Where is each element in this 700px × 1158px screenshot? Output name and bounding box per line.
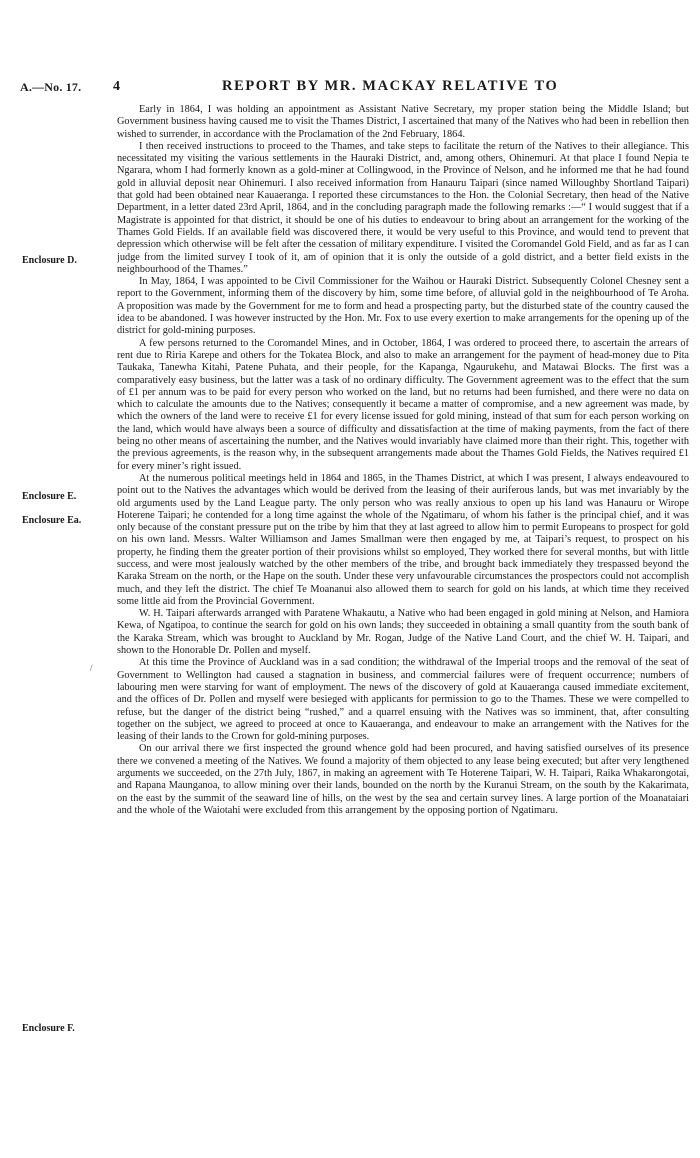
report-body	[117, 104, 689, 1154]
paragraph: At this time the Province of Auckland was in a sad condition; the withdrawal of the Imperial troops and the removal of the seat of Government to Wellington had caused a stagnation in business, and commercial failures were of frequent occurrence; numbers of labouring men were starving for want of employment. The news of the discovery of gold at Kauaeranga caused immediate excitement, and the offices of Dr. Pollen and myself were besieged with applicants for permission to go to the Thames. These we were compelled to refuse, but the danger of the district being “rushed,” and a quarrel ensuing with the Natives was so imminent, that, after consulting together on the subject, we agreed to proceed at once to Kauaeranga, and endeavour to make an arrangement with the Natives for the leasing of their lands to the Crown for gold-mining purposes.	[117, 657, 689, 743]
margin-note-enclosure-f: Enclosure F.	[22, 1023, 75, 1034]
paragraph: Early in 1864, I was holding an appointment as Assistant Native Secretary, my proper station being the Middle Island; but Government business having caused me to visit the Thames District, I ascertained that many of the Natives who had been in rebellion then wished to surrender, in accordance with the Proclamation of the 2nd February, 1864.	[117, 104, 689, 140]
paragraph: In May, 1864, I was appointed to be Civil Commissioner for the Waihou or Hauraki District. Subsequently Colonel Chesney sent a report to the Government, informing them of the discovery by him, some time before, of alluvial gold in the neighbourhood of Te Aroha. A proposition was made by the Government for me to form and head a prospecting party, but the disturbed state of the country caused the idea to be abandoned. I was however instructed by the Hon. Mr. Fox to use every exertion to make arrangements for the opening up of the district for gold-mining purposes.	[117, 276, 689, 337]
paragraph: W. H. Taipari afterwards arranged with Paratene Whakautu, a Native who had been engaged in gold mining at Nelson, and Hamiora Kewa, of Ngatipoa, to continue the search for gold on his own lands; they succeeded in obtaining a small quantity from the south bank of the Karaka Stream, which was brought to Auckland by Mr. Rogan, Judge of the Native Land Court, and the chief W. H. Taipari, and shown to the Honorable Dr. Pollen and myself.	[117, 608, 689, 657]
margin-note-enclosure-ea: Enclosure Ea.	[22, 515, 82, 526]
paragraph: I then received instructions to proceed to the Thames, and take steps to facilitate the return of the Natives to their allegiance. This necessitated my visiting the various settlements in the Hauraki District, and, among others, Ohinemuri. At that place I found Nepia te Ngarara, whom I had formerly known as a gold-miner at Collingwood, in the Province of Nelson, and he informed me that he had found gold in alluvial deposit near Ohinemuri. I also received information from Hanauru Taipari (since named Willoughby Shortland Taipari) that gold had been obtained near Kauaeranga. I reported these circumstances to the Hon. the Colonial Secretary, then head of the Native Department, in a letter dated 23rd April, 1864, and in the concluding paragraph made the following remarks :—“ I would suggest that if a Magistrate is appointed for that district, it should be one of his duties to endeavour to bring about an arrangement for the working of the Thames Gold Fields. If an available field was discovered there, it would be very useful to this Province, and would tend to prevent that depression which otherwise will be felt after the cessation of military expenditure. I visited the Coromandel Gold Field, and as far as I can judge from the limited survey I took of it, am of opinion that it is only the outside of a gold district, and a better field exists in the neighbourhood of the Thames.”	[117, 140, 689, 275]
paragraph: On our arrival there we first inspected the ground whence gold had been procured, and having satisfied ourselves of its presence there we convened a meeting of the Natives. We found a majority of them objected to any lease being executed; but after very lengthened arguments we succeeded, on the 27th July, 1867, in making an agreement with Te Hoterene Taipari, W. H. Taipari, Raika Whakarongotai, and Rapana Maunganoa, to allow mining over their lands, bounded on the north by the Kuranui Stream, on the south by the Kakarimata, on the east by the summit of the seaward line of hills, on the west by the sea and certain survey lines. A large portion of the Moanataiari and the whole of the Waiotahi were excluded from this arrangement by the opposing portion of Ngatimaru.	[117, 743, 689, 816]
running-title: REPORT BY MR. MACKAY RELATIVE TO	[222, 78, 559, 94]
paragraph: A few persons returned to the Coromandel Mines, and in October, 1864, I was ordered to proceed there, to ascertain the arrears of rent due to Riria Karepe and others for the Tokatea Block, and also to make an arrangement for the payment of head-money due to Pita Taukaka, Tanewha Kitahi, Patene Puhata, and their people, for the Kapanga, Ngaurukehu, and Matawai Blocks. The first was a comparatively easy business, but the latter was a task of no ordinary difficulty. The Government agreement was to the effect that the sum of £1 per annum was to be paid for every person who worked on the land, but no returns had been furnished, and there were no data on which to calculate the amounts due to the Natives; consequently it became a matter of compromise, and a new agreement was made, by which the owners of the land were to receive £1 for every license issued for gold mining, instead of that sum for each person working on the land, which would have always been a source of difficulty and dissatisfaction at the time of making payments, from the fact of there being no other means of ascertaining the number, and the Natives would invariably have claimed more than their right. This, together with the previous agreements, is the reason why, in the subsequent arrangements made about the Thames Gold Fields, the Natives required £1 for every miner’s right issued.	[117, 337, 689, 472]
margin-note-enclosure-e: Enclosure E.	[22, 491, 77, 502]
stray-mark: /	[90, 663, 93, 673]
paragraph: At the numerous political meetings held in 1864 and 1865, in the Thames District, at which I was present, I always endeavoured to point out to the Natives the advantages which would be derived from the leasing of their auriferous lands, but was met invariably by the old arguments used by the Land League party. The only person who was really anxious to open up his land was Hanauru or Wirope Hoterene Taipari; he contended for a long time against the whole of the Ngatimaru, of whom his father is the principal chief, and it was only because of the constant pressure put on the tribe by him that they at last agreed to allow him to permit Europeans to prospect for gold on his own land. Messrs. Walter Williamson and James Smallman were then engaged by me, at Taipari’s request, to prospect on his property, he finding them the greater portion of their provisions whilst so employed, They worked there for several months, but with little success, and were most jealously watched by the other members of the tribe, and brought back immediately they trespassed beyond the Karaka Stream on the north, or the Hape on the south. Under these very unfavourable circumstances the prospectors could not accomplish much, and they left the district. The chief Te Moananui also allowed them to search for gold on his lands, at which time they received some little aid from the Provincial Government.	[117, 472, 689, 607]
page-number: 4	[113, 79, 120, 94]
margin-note-enclosure-d: Enclosure D.	[22, 255, 77, 266]
document-reference: A.—No. 17.	[20, 80, 82, 94]
